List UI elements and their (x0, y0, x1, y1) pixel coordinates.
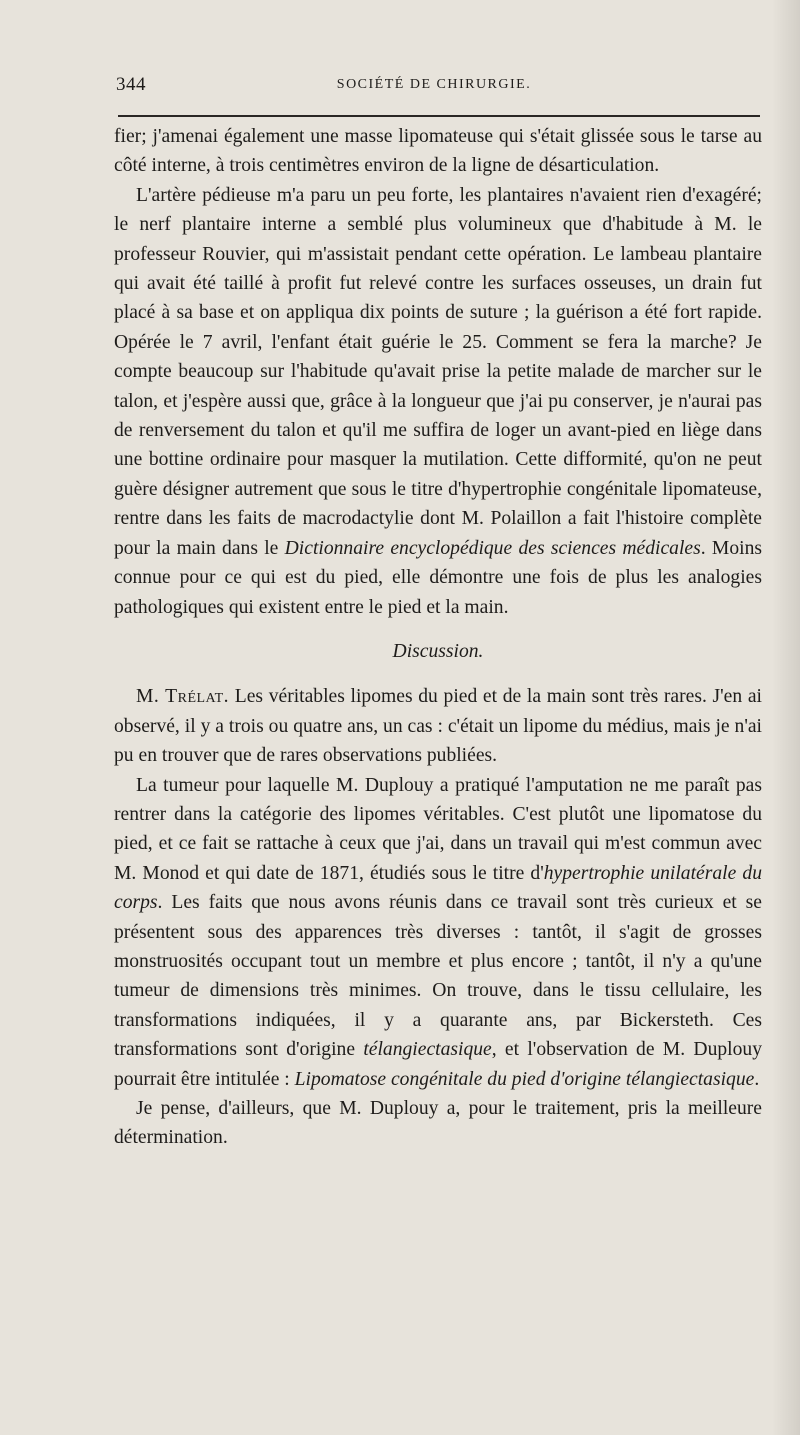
citation-dictionnaire: Dictionnaire encyclopédique des sciences médicales (284, 537, 701, 559)
paragraph-surgery-account: L'artère pédieuse m'a paru un peu forte, les plantaires n'avaient rien d'exagéré; le nerf plantaire interne a semblé plus volumineux que d'habitude à M. le professeur Rouvier, qui m'assistait pendant cette opération. Le lambeau plantaire qui avait été taillé à profit fut relevé contre les surfaces osseuses, un drain fut placé à sa base et on appliqua dix points de suture ; la guérison a été fort rapide. Opérée le 7 avril, l'enfant était guérie le 25. Comment se fera la marche? Je compte beaucoup sur l'habitude qu'avait prise la petite malade de marcher sur le talon, et j'espère aussi que, grâce à la longueur que j'ai pu conserver, je n'aurai pas de renversement du talon et qu'il me suffira de loger un avant-pied en liège dans une bottine ordinaire pour masquer la mutilation. Cette difformité, qu'on ne peut guère désigner autrement que sous le titre d'hypertrophie congénitale lipomateuse, rentre dans les faits de macrodactylie dont M. Polaillon a fait l'histoire complète pour la main dans le Dictionnaire encyclopédique des sciences médicales. Moins connue pour ce qui est du pied, elle démontre une fois de plus les analogies pathologiques qui existent entre le pied et la main. (114, 184, 762, 618)
page-number: 344 (116, 74, 146, 95)
header-rule (118, 115, 760, 117)
section-heading: Discussion. (392, 640, 484, 662)
paragraph-conclusion: Je pense, d'ailleurs, que M. Duplouy a, pour le traitement, pris la meilleure détermination. (114, 1098, 762, 1149)
paragraph-trelat-intro: M. Trélat. Les véritables lipomes du pied et de la main sont très rares. J'en ai observé, il y a trois ou quatre ans, un cas : c'était un lipome du médius, mais je n'ai pu en trouver que de rares observations publiées. (114, 686, 762, 767)
speaker-name: M. Trélat. (136, 686, 230, 708)
running-title: SOCIÉTÉ DE CHIRURGIE. (336, 77, 532, 92)
term-telangiectasique: télangiectasique (363, 1039, 492, 1061)
proposed-title: Lipomatose congénitale du pied d'origine télangiectasique (294, 1068, 755, 1090)
paragraph-lipomatose: La tumeur pour laquelle M. Duplouy a pratiqué l'amputation ne me paraît pas rentrer dans la catégorie des lipomes véritables. C'est plutôt une lipomatose du pied, et ce fait se rattache à ceux que j'ai, dans un travail qui m'est commun avec M. Monod et qui date de 1871, étudiés sous le titre d'hypertrophie unilatérale du corps. Les faits que nous avons réunis dans ce travail sont très curieux et se présentent sous des apparences très diverses : tantôt, il s'agit de grosses monstruosités occupant tout un membre et plus encore ; tantôt, il n'y a qu'une tumeur de dimensions très minimes. On trouve, dans le tissu cellulaire, les transformations indiquées, il y a quarante ans, par Bickersteth. Ces transformations sont d'origine télangiectasique, et l'observation de M. Duplouy pourrait être intitulée : Lipomatose congénitale du pied d'origine télangiectasique. (114, 774, 763, 1090)
running-head (114, 74, 754, 102)
citation-hypertrophie: hypertrophie unilatérale du corps (114, 862, 763, 914)
paragraph-continuation: fier; j'amenai également une masse lipomateuse qui s'était glissée sous le tarse au côté interne, à trois centimètres environ de la ligne de désarticulation. (114, 126, 762, 177)
body-text (114, 122, 762, 1153)
